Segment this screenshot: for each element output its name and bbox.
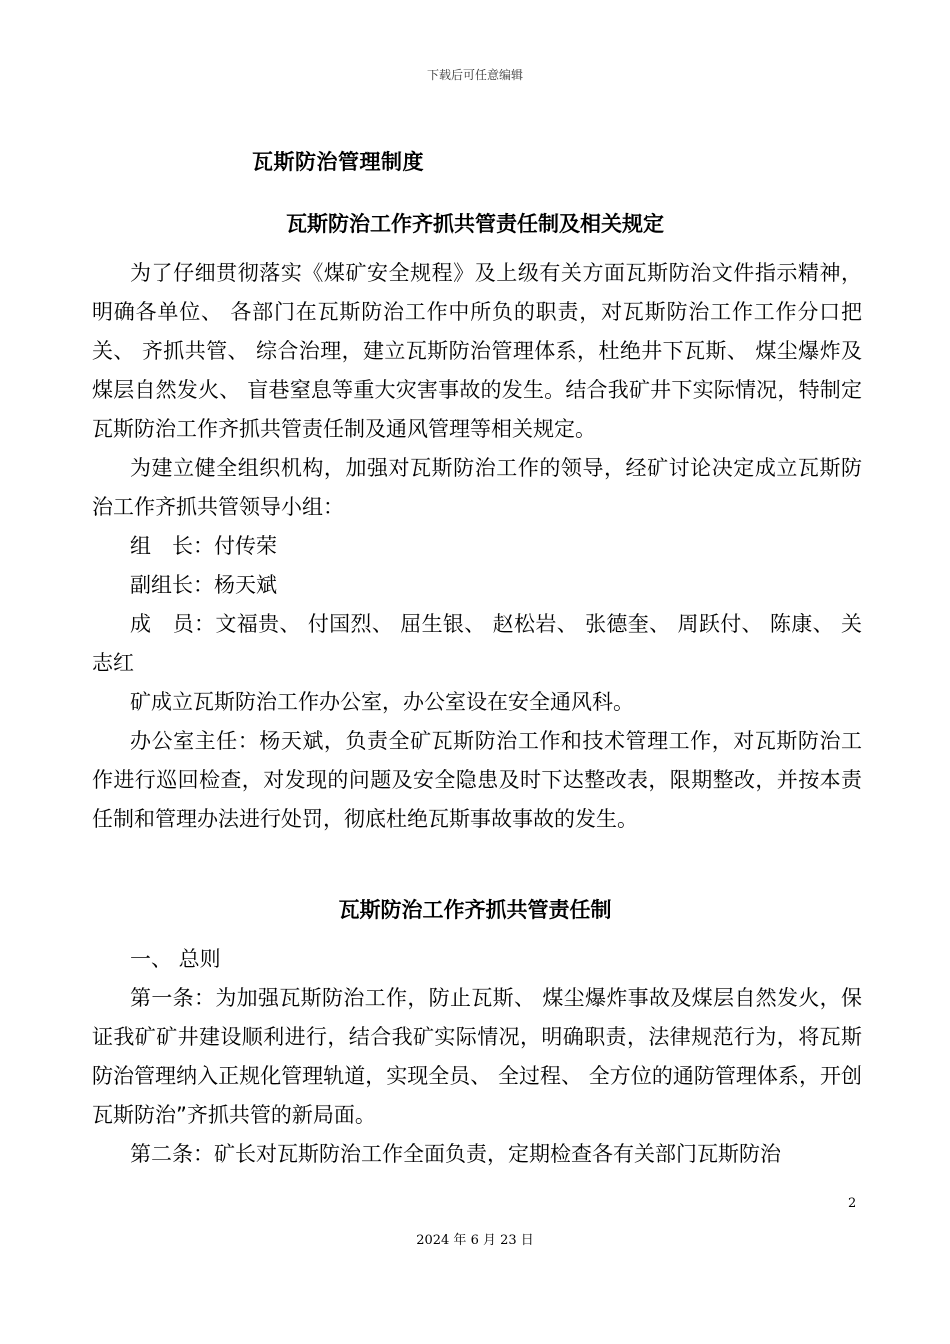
page-header-note: 下载后可任意编辑 (426, 68, 523, 82)
page-number: 2 (848, 1196, 857, 1211)
leadership-group-paragraph: 为建立健全组织机构，加强对瓦斯防治工作的领导，经矿讨论决定成立瓦斯防治工作齐抓共管领导小组： (92, 456, 862, 519)
office-line: 矿成立瓦斯防治工作办公室，办公室设在安全通风科。 (130, 690, 634, 714)
intro-paragraph: 为了仔细贯彻落实《煤矿安全规程》及上级有关方面瓦斯防治文件指示精神，明确各单位、 各部门在瓦斯防治工作中所负的职责，对瓦斯防治工作工作分口把关、 齐抓共管、 综合治理，建立瓦斯防治管理体系，杜绝井下瓦斯、 煤尘爆炸及煤层自然发火、 盲巷窒息等重大灾害事故的发生。结合我矿井下实际情况，特制定瓦斯防治工作齐抓共管责任制及通风管理等相关规定。 (92, 261, 862, 441)
document-body-part-1 (92, 254, 862, 839)
general-provisions-heading: 一、 总则 (130, 947, 221, 971)
document-title: 瓦斯防治管理制度 (252, 150, 424, 174)
group-leader-line: 组 长：付传荣 (130, 534, 277, 558)
office-director-paragraph: 办公室主任：杨天斌，负责全矿瓦斯防治工作和技术管理工作，对瓦斯防治工作进行巡回检查，对发现的问题及安全隐患及时下达整改表，限期整改，并按本责任制和管理办法进行处罚，彻底杜绝瓦斯事故事故的发生。 (92, 729, 862, 831)
deputy-leader-line: 副组长：杨天斌 (130, 573, 277, 597)
document-body-part-2 (92, 940, 862, 1174)
members-paragraph: 成 员：文福贵、 付国烈、 屈生银、 赵松岩、 张德奎、 周跃付、 陈康、 关志红 (92, 612, 862, 675)
article-1-paragraph: 第一条：为加强瓦斯防治工作，防止瓦斯、 煤尘爆炸事故及煤层自然发火，保证我矿矿井建设顺利进行，结合我矿实际情况，明确职责，法律规范行为，将瓦斯防治管理纳入正规化管理轨道，实现全员、 全过程、 全方位的通防管理体系，开创瓦斯防治”齐抓共管的新局面。 (92, 986, 862, 1127)
page-footer-date: 2024 年 6 月 23 日 (416, 1233, 534, 1248)
section-heading-joint-management: 瓦斯防治工作齐抓共管责任制 (338, 898, 612, 922)
article-2-paragraph: 第二条：矿长对瓦斯防治工作全面负责，定期检查各有关部门瓦斯防治 (130, 1142, 781, 1166)
section-heading-responsibility-system: 瓦斯防治工作齐抓共管责任制及相关规定 (286, 212, 664, 236)
